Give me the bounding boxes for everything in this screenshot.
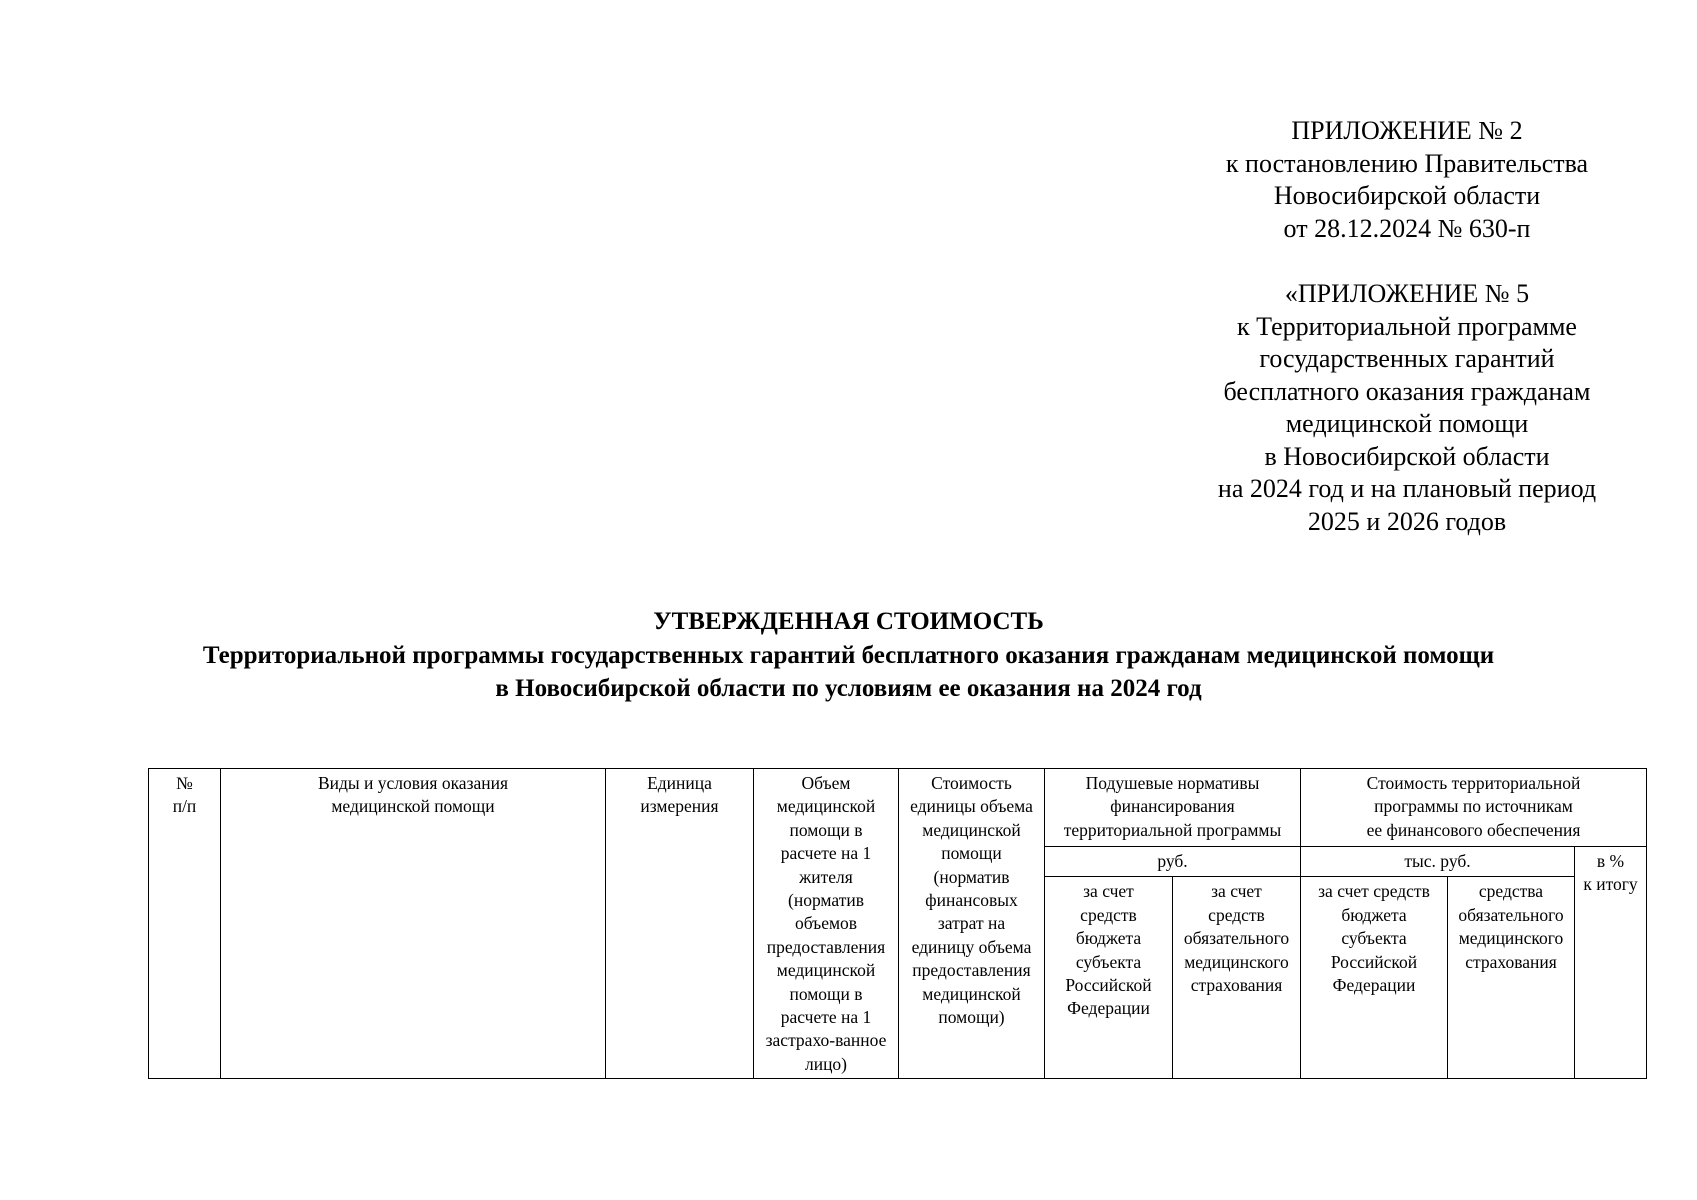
header-pc-oms: за счет средств обязательного медицинского страхования <box>1173 877 1301 1079</box>
header-percent: в % к итогу <box>1575 847 1647 1079</box>
title-line-1: УТВЕРЖДЕННАЯ СТОИМОСТЬ <box>653 608 1044 635</box>
header-per-capita: Подушевые нормативы финансирования территориальной программы <box>1045 769 1301 847</box>
appendix-2-header <box>1207 115 1607 245</box>
header-volume: Объем медицинской помощи в расчете на 1 жителя (норматив объемов предоставления медицинской помощи в расчете на 1 застрахо-ванное лицо) <box>754 769 899 1079</box>
document-title <box>0 605 1697 706</box>
appendix-2-line: к постановлению Правительства <box>1225 148 1589 178</box>
appendix-2-line: от 28.12.2024 № 630-п <box>1283 213 1531 243</box>
appendix-5-line: медицинской помощи <box>1285 409 1529 438</box>
title-line-2: Территориальной программы государственных гарантий бесплатного оказания гражданам медицинской помощи <box>202 641 1495 669</box>
header-cost-oms: средства обязательного медицинского страхования <box>1448 877 1575 1079</box>
header-pc-budget: за счет средств бюджета субъекта Российской Федерации <box>1045 877 1173 1079</box>
title-line-3: в Новосибирской области по условиям ее оказания на 2024 год <box>495 675 1202 702</box>
appendix-5-line: «ПРИЛОЖЕНИЕ № 5 <box>1284 279 1530 308</box>
appendix-2-line: ПРИЛОЖЕНИЕ № 2 <box>1291 116 1523 145</box>
appendix-5-line: бесплатного оказания гражданам <box>1223 376 1591 406</box>
appendix-5-header <box>1207 278 1607 538</box>
header-unit-cost: Стоимость единицы объема медицинской помощи (норматив финансовых затрат на единицу объема предоставления медицинской помощи) <box>899 769 1045 1079</box>
header-rub: руб. <box>1045 847 1301 877</box>
appendix-2-line: Новосибирской области <box>1273 181 1541 210</box>
header-thous-rub: тыс. руб. <box>1301 847 1575 877</box>
header-number: № п/п <box>149 769 221 1079</box>
appendix-5-line: в Новосибирской области <box>1264 441 1550 471</box>
header-unit: Единица измерения <box>606 769 754 1079</box>
appendix-5-line: к Территориальной программе <box>1237 311 1577 341</box>
cost-table <box>148 768 1647 1079</box>
appendix-5-line: государственных гарантий <box>1259 344 1555 373</box>
appendix-5-line: на 2024 год и на плановый период <box>1217 474 1597 503</box>
header-cost-budget: за счет средств бюджета субъекта Российской Федерации <box>1301 877 1448 1079</box>
header-types: Виды и условия оказания медицинской помощи <box>221 769 606 1079</box>
appendix-5-line: 2025 и 2026 годов <box>1307 506 1507 536</box>
header-program-cost: Стоимость территориальной программы по источникам ее финансового обеспечения <box>1301 769 1647 847</box>
